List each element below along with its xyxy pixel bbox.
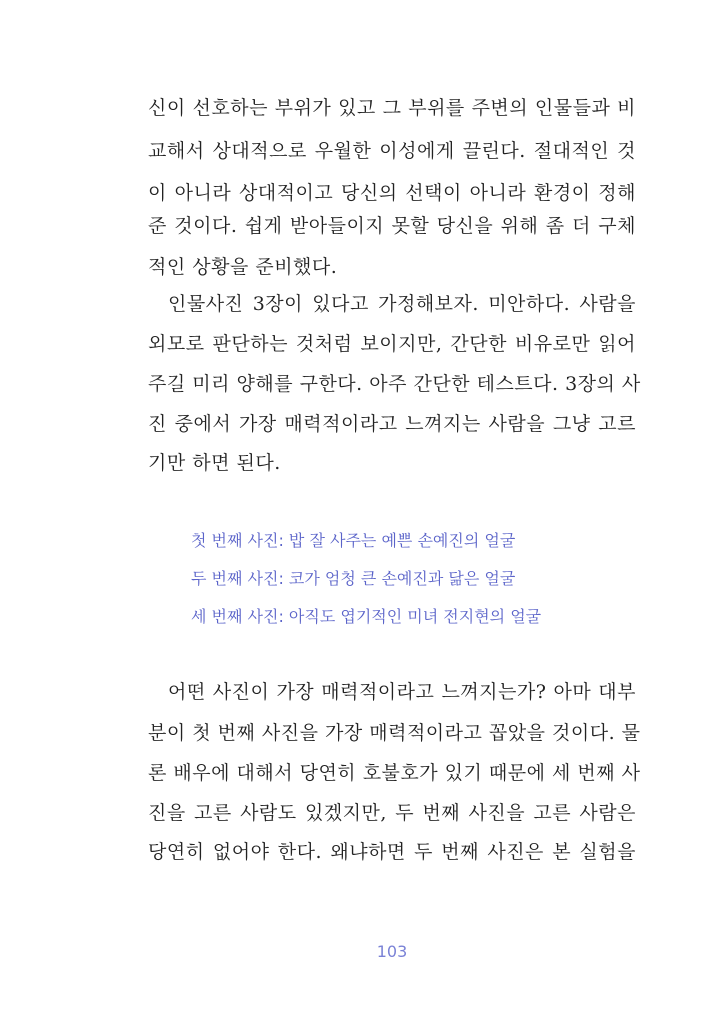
text-line: 외모로 판단하는 것처럼 보이지만, 간단한 비유로만 읽어 (148, 333, 636, 355)
text-line: 진 중에서 가장 매력적이라고 느껴지는 사람을 그냥 고르 (148, 413, 636, 435)
text-line: 신이 선호하는 부위가 있고 그 부위를 주변의 인물들과 비 (148, 97, 636, 119)
text-line: 이 아니라 상대적이고 당신의 선택이 아니라 환경이 정해 (148, 182, 636, 204)
photo-item-3: 세 번째 사진: 아직도 엽기적인 미녀 전지현의 얼굴 (191, 607, 542, 626)
text-line: 분이 첫 번째 사진을 가장 매력적이라고 꼽았을 것이다. 물 (148, 722, 641, 744)
text-line: 당연히 없어야 한다. 왜냐하면 두 번째 사진은 본 실험을 (148, 841, 636, 863)
text-line: 기만 하면 된다. (148, 452, 281, 474)
text-line: 준 것이다. 쉽게 받아들이지 못할 당신을 위해 좀 더 구체 (148, 215, 636, 237)
text-line: 주길 미리 양해를 구한다. 아주 간단한 테스트다. 3장의 사 (148, 373, 641, 395)
photo-item-1: 첫 번째 사진: 밥 잘 사주는 예쁜 손예진의 얼굴 (191, 531, 516, 550)
text-line: 인물사진 3장이 있다고 가정해보자. 미안하다. 사람을 (168, 293, 636, 315)
text-line: 진을 고른 사람도 있겠지만, 두 번째 사진을 고른 사람은 (148, 802, 636, 824)
text-line: 적인 상황을 준비했다. (148, 256, 338, 278)
page-number: 103 (376, 942, 408, 961)
text-line: 어떤 사진이 가장 매력적이라고 느껴지는가? 아마 대부 (168, 681, 636, 703)
text-line: 론 배우에 대해서 당연히 호불호가 있기 때문에 세 번째 사 (148, 762, 641, 784)
photo-item-2: 두 번째 사진: 코가 엄청 큰 손예진과 닮은 얼굴 (191, 569, 516, 588)
text-line: 교해서 상대적으로 우월한 이성에게 끌린다. 절대적인 것 (148, 140, 636, 162)
